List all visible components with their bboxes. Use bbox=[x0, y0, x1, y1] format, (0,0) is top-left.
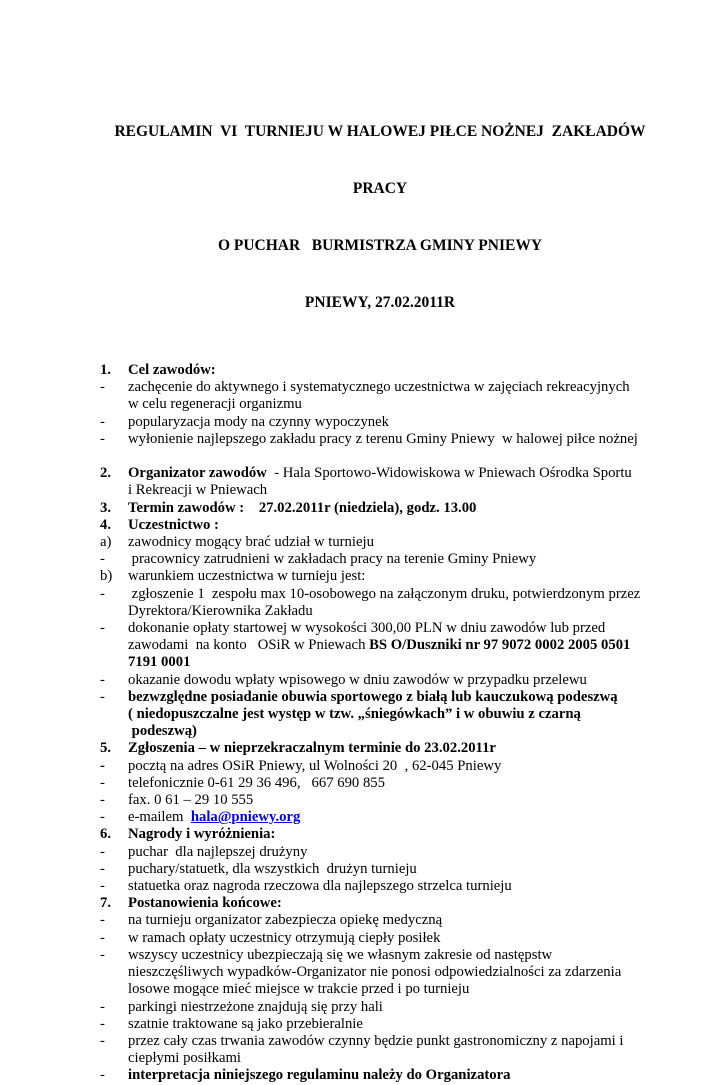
text-segment: Cel zawodów: bbox=[128, 362, 216, 378]
text-segment: puchary/statuetk, dla wszystkich drużyn turnieju bbox=[128, 860, 417, 877]
text-segment: BS O/Duszniki nr 97 9072 0002 2005 0501 bbox=[369, 637, 631, 654]
doc-line bbox=[100, 551, 660, 568]
doc-line bbox=[100, 500, 660, 517]
line-text bbox=[128, 912, 660, 929]
doc-line bbox=[100, 1016, 660, 1033]
line-text bbox=[128, 792, 660, 809]
doc-line bbox=[100, 947, 660, 999]
doc-line bbox=[100, 379, 660, 413]
list-marker: - bbox=[100, 946, 105, 963]
text-segment: pracownicy zatrudnieni w zakładach pracy na terenie Gminy Pniewy bbox=[128, 551, 537, 568]
line-text bbox=[128, 672, 660, 689]
list-marker: - bbox=[100, 413, 105, 430]
line-text bbox=[128, 930, 660, 947]
doc-line bbox=[100, 672, 660, 689]
text-segment: zawodnicy mogący brać udział w turnieju bbox=[128, 534, 374, 551]
line-text bbox=[128, 1033, 660, 1067]
list-marker: 1. bbox=[100, 362, 112, 378]
doc-line bbox=[100, 758, 660, 775]
text-segment: Postanowienia końcowe: bbox=[128, 895, 282, 912]
doc-line bbox=[100, 740, 660, 757]
doc-line bbox=[100, 895, 660, 912]
line-text bbox=[128, 1067, 660, 1084]
doc-line bbox=[100, 1067, 660, 1084]
text-segment: Zgłoszenia – w nieprzekraczalnym terminie do 23.02.2011r bbox=[128, 740, 496, 757]
line-text bbox=[128, 947, 660, 999]
list-marker: - bbox=[100, 1032, 105, 1049]
line-text bbox=[128, 534, 660, 551]
line-text bbox=[128, 414, 660, 431]
line-text bbox=[128, 844, 660, 861]
line-text bbox=[128, 826, 660, 843]
text-segment: ( niedopuszczalne jest występ w tzw. „śniegówkach” i w obuwiu z czarną bbox=[128, 706, 581, 723]
text-segment: - Hala Sportowo-Widowiskowa w Pniewach Ośrodka Sportu bbox=[266, 465, 632, 482]
list-marker: 4. bbox=[100, 516, 112, 533]
list-marker: - bbox=[100, 585, 105, 602]
text-segment: interpretacja niniejszego regulaminu należy do Organizatora bbox=[128, 1067, 511, 1084]
text-segment: okazanie dowodu wpłaty wpisowego w dniu zawodów w przypadku przelewu bbox=[128, 671, 587, 688]
list-marker: - bbox=[100, 1015, 105, 1032]
doc-line bbox=[100, 465, 660, 499]
list-marker: 6. bbox=[100, 826, 112, 843]
doc-line bbox=[100, 809, 660, 826]
doc-line bbox=[100, 534, 660, 551]
line-text bbox=[128, 362, 660, 379]
list-marker: - bbox=[100, 671, 105, 688]
text-segment: bezwzględne posiadanie obuwia sportowego z białą lub kauczukową podeszwą bbox=[128, 688, 618, 705]
document-title bbox=[100, 84, 660, 350]
doc-line bbox=[100, 586, 660, 620]
doc-line bbox=[100, 620, 660, 672]
list-marker: - bbox=[100, 774, 105, 791]
list-marker: - bbox=[100, 430, 105, 447]
line-text bbox=[128, 758, 660, 775]
line-text bbox=[128, 1016, 660, 1033]
list-marker: - bbox=[100, 792, 105, 809]
text-segment: podeszwą) bbox=[128, 723, 197, 740]
text-segment: Uczestnictwo : bbox=[128, 516, 219, 533]
list-marker: - bbox=[100, 757, 105, 774]
list-marker: b) bbox=[100, 568, 113, 585]
list-marker: - bbox=[100, 912, 105, 929]
text-segment: Termin zawodów : 27.02.2011r (niedziela), godz. 13.00 bbox=[128, 499, 477, 516]
line-text bbox=[128, 551, 660, 568]
blank-line bbox=[100, 448, 660, 465]
text-segment: wszyscy uczestnicy ubezpieczają się we własnym zakresie od następstw bbox=[128, 946, 553, 963]
list-marker: - bbox=[100, 860, 105, 877]
document-body bbox=[100, 362, 660, 1085]
text-segment: w celu regeneracji organizmu bbox=[128, 396, 302, 413]
list-marker: - bbox=[100, 878, 105, 895]
list-marker: 5. bbox=[100, 740, 112, 757]
line-text bbox=[128, 809, 660, 826]
text-segment: 7191 0001 bbox=[128, 654, 191, 671]
doc-line bbox=[100, 775, 660, 792]
doc-line bbox=[100, 689, 660, 741]
list-marker: 7. bbox=[100, 895, 112, 912]
text-segment: popularyzacja mody na czynny wypoczynek bbox=[128, 413, 390, 430]
doc-line bbox=[100, 930, 660, 947]
line-text bbox=[128, 895, 660, 912]
text-segment: puchar dla najlepszej drużyny bbox=[128, 843, 308, 860]
email-link[interactable]: hala@pniewy.org bbox=[190, 809, 301, 826]
line-text bbox=[128, 500, 660, 517]
doc-line bbox=[100, 568, 660, 585]
line-text bbox=[128, 878, 660, 895]
line-text bbox=[128, 740, 660, 757]
line-text bbox=[128, 999, 660, 1016]
text-segment: zgłoszenie 1 zespołu max 10-osobowego na załączonym druku, potwierdzonym przez bbox=[128, 585, 641, 602]
line-text bbox=[128, 379, 660, 413]
doc-line bbox=[100, 792, 660, 809]
list-marker: 2. bbox=[100, 465, 112, 482]
text-segment: telefonicznie 0-61 29 36 496, 667 690 855 bbox=[128, 774, 385, 791]
text-segment: przez cały czas trwania zawodów czynny będzie punkt gastronomiczny z napojami i bbox=[128, 1032, 624, 1049]
list-marker: - bbox=[100, 1067, 105, 1084]
text-segment: Nagrody i wyróżnienia: bbox=[128, 826, 276, 843]
title-line-1: REGULAMIN VI TURNIEJU W HALOWEJ PIŁCE NOŻNEJ ZAKŁADÓW bbox=[114, 123, 646, 140]
list-marker: - bbox=[100, 929, 105, 946]
doc-line bbox=[100, 414, 660, 431]
line-text bbox=[128, 568, 660, 585]
text-segment: zawodami na konto OSiR w Pniewach bbox=[128, 637, 370, 654]
line-text bbox=[128, 517, 660, 534]
text-segment: i Rekreacji w Pniewach bbox=[128, 482, 268, 499]
text-segment: szatnie traktowane są jako przebieralnie bbox=[128, 1015, 363, 1032]
list-marker: a) bbox=[100, 534, 112, 551]
doc-line bbox=[100, 826, 660, 843]
text-segment: parkingi niestrzeżone znajdują się przy hali bbox=[128, 998, 383, 1015]
text-segment: pocztą na adres OSiR Pniewy, ul Wolności 20 , 62-045 Pniewy bbox=[128, 757, 502, 774]
list-marker: - bbox=[100, 620, 105, 637]
doc-line bbox=[100, 362, 660, 379]
line-text bbox=[128, 775, 660, 792]
line-text bbox=[128, 586, 660, 620]
text-segment: nieszczęśliwych wypadków-Organizator nie ponosi odpowiedzialności za zdarzenia bbox=[128, 964, 622, 981]
text-segment: w ramach opłaty uczestnicy otrzymują ciepły posiłek bbox=[128, 929, 441, 946]
text-segment: wyłonienie najlepszego zakładu pracy z terenu Gminy Pniewy w halowej piłce nożnej bbox=[128, 430, 638, 447]
doc-line bbox=[100, 878, 660, 895]
title-line-3: O PUCHAR BURMISTRZA GMINY PNIEWY bbox=[217, 237, 543, 254]
doc-line bbox=[100, 861, 660, 878]
doc-line bbox=[100, 517, 660, 534]
list-marker: - bbox=[100, 809, 105, 826]
doc-line bbox=[100, 844, 660, 861]
text-segment: e-mailem bbox=[128, 809, 191, 826]
line-text bbox=[128, 689, 660, 741]
doc-line bbox=[100, 431, 660, 448]
list-marker: - bbox=[100, 379, 105, 396]
text-segment: ciepłymi posiłkami bbox=[128, 1050, 241, 1067]
text-segment: Dyrektora/Kierownika Zakładu bbox=[128, 602, 313, 619]
text-segment: warunkiem uczestnictwa w turnieju jest: bbox=[128, 568, 366, 585]
doc-line bbox=[100, 999, 660, 1016]
list-marker: - bbox=[100, 688, 105, 705]
text-segment: statuetka oraz nagroda rzeczowa dla najlepszego strzelca turnieju bbox=[128, 878, 512, 895]
line-text bbox=[128, 861, 660, 878]
list-marker: - bbox=[100, 998, 105, 1015]
text-segment: dokonanie opłaty startowej w wysokości 300,00 PLN w dniu zawodów lub przed bbox=[128, 620, 606, 637]
text-segment: zachęcenie do aktywnego i systematycznego uczestnictwa w zajęciach rekreacyjnych bbox=[128, 379, 630, 396]
doc-line bbox=[100, 912, 660, 929]
line-text bbox=[128, 620, 660, 672]
list-marker: 3. bbox=[100, 499, 112, 516]
text-segment: fax. 0 61 – 29 10 555 bbox=[128, 792, 254, 809]
title-line-4: PNIEWY, 27.02.2011R bbox=[304, 294, 456, 311]
line-text bbox=[128, 465, 660, 499]
text-segment: losowe mogące mieć miejsce w trakcie przed i po turnieju bbox=[128, 981, 470, 998]
doc-line bbox=[100, 1033, 660, 1067]
text-segment: Organizator zawodów bbox=[128, 465, 267, 482]
text-segment: na turnieju organizator zabezpiecza opiekę medyczną bbox=[128, 912, 443, 929]
list-marker: - bbox=[100, 843, 105, 860]
title-line-2: PRACY bbox=[352, 180, 408, 197]
line-text bbox=[128, 431, 660, 448]
list-marker: - bbox=[100, 551, 105, 568]
